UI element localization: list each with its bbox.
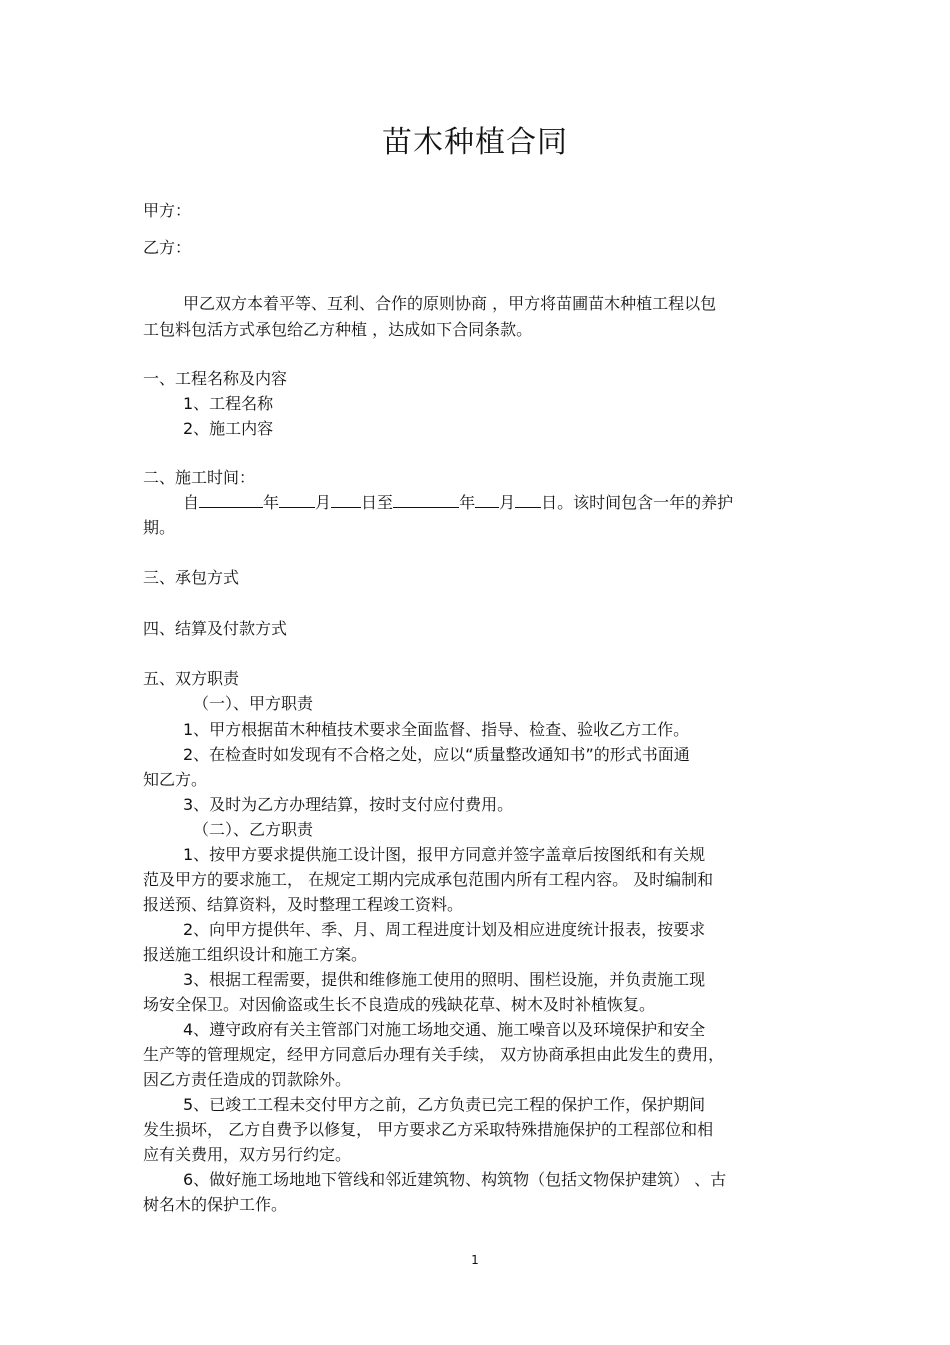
party-b-duty-line: 1、按甲方要求提供施工设计图，报甲方同意并签字盖章后按图纸和有关规 [183, 845, 706, 864]
party-b-duty-line: 2、向甲方提供年、季、月、周工程进度计划及相应进度统计报表，按要求 [183, 920, 706, 939]
section-1-item-2: 2、施工内容 [183, 419, 274, 438]
party-b-duty-line: 报送施工组织设计和施工方案。 [143, 945, 368, 964]
party-b-duty-line: 应有关费用，双方另行约定。 [143, 1145, 352, 1164]
party-b-duty-line: 范及甲方的要求施工， 在规定工期内完成承包范围内所有工程内容。 及时编制和 [143, 870, 714, 889]
party-a-duty-line: 1、甲方根据苗木种植技术要求全面监督、指导、检查、验收乙方工作。 [183, 720, 690, 739]
section-5-heading: 五、双方职责 [143, 669, 240, 688]
start-month-blank [279, 493, 315, 508]
party-b-duty-line: 生产等的管理规定，经甲方同意后办理有关手续， 双方协商承担由此发生的费用， [143, 1045, 725, 1064]
section-3-heading: 三、承包方式 [143, 568, 240, 587]
date-from-label: 自 [183, 493, 200, 512]
party-a-duty-line: 3、及时为乙方办理结算，按时支付应付费用。 [183, 795, 514, 814]
party-b-label: 乙方： [143, 238, 192, 257]
party-b-duty-line: 场安全保卫。对因偷盗或生长不良造成的残缺花草、树木及时补植恢复。 [143, 995, 656, 1014]
party-b-duty-line: 报送预、结算资料，及时整理工程竣工资料。 [143, 895, 464, 914]
party-b-duty-line: 6、做好施工场地地下管线和邻近建筑物、构筑物（包括文物保护建筑） 、古 [183, 1170, 727, 1189]
party-a-duty-line: 知乙方。 [143, 770, 208, 789]
section-4-heading: 四、结算及付款方式 [143, 619, 288, 638]
end-month-label: 月 [499, 493, 516, 512]
party-a-duty-line: 2、在检查时如发现有不合格之处，应以“质量整改通知书”的形式书面通 [183, 745, 690, 764]
party-b-duty-line: 3、根据工程需要，提供和维修施工使用的照明、围栏设施，并负责施工现 [183, 970, 706, 989]
end-year-label: 年 [459, 493, 476, 512]
start-month-label: 月 [315, 493, 332, 512]
party-b-duty-line: 因乙方责任造成的罚款除外。 [143, 1070, 352, 1089]
page-number: 1 [471, 1253, 479, 1267]
end-year-blank [393, 493, 459, 508]
party-a-duties-heading: （一）、甲方职责 [193, 694, 314, 713]
party-b-duties-heading: （二）、乙方职责 [193, 820, 314, 839]
section-1-heading: 一、工程名称及内容 [143, 369, 288, 388]
start-year-label: 年 [263, 493, 280, 512]
start-day-label: 日至 [361, 493, 394, 512]
end-day-label: 日。该时间包含一年的养护 [541, 493, 734, 512]
section-1-item-1: 1、工程名称 [183, 394, 274, 413]
construction-date-line [183, 491, 733, 515]
intro-line-2: 工包料包活方式承包给乙方种植 ，达成如下合同条款。 [143, 320, 533, 339]
document-title: 苗木种植合同 [382, 125, 568, 160]
party-a-label: 甲方： [143, 201, 192, 220]
party-b-duty-line: 5、已竣工工程未交付甲方之前，乙方负责已完工程的保护工作，保护期间 [183, 1095, 706, 1114]
start-year-blank [199, 493, 263, 508]
party-b-duty-line: 发生损坏， 乙方自费予以修复， 甲方要求乙方采取特殊措施保护的工程部位和相 [143, 1120, 714, 1139]
end-month-blank [475, 493, 499, 508]
date-line-continuation: 期。 [143, 518, 176, 537]
intro-line-1: 甲乙双方本着平等、互利、合作的原则协商 ，甲方将苗圃苗木种植工程以包 [183, 294, 717, 313]
party-b-duty-line: 4、遵守政府有关主管部门对施工场地交通、施工噪音以及环境保护和安全 [183, 1020, 706, 1039]
section-2-heading: 二、施工时间： [143, 468, 256, 487]
start-day-blank [331, 493, 361, 508]
end-day-blank [515, 493, 541, 508]
party-b-duty-line: 树名木的保护工作。 [143, 1195, 288, 1214]
